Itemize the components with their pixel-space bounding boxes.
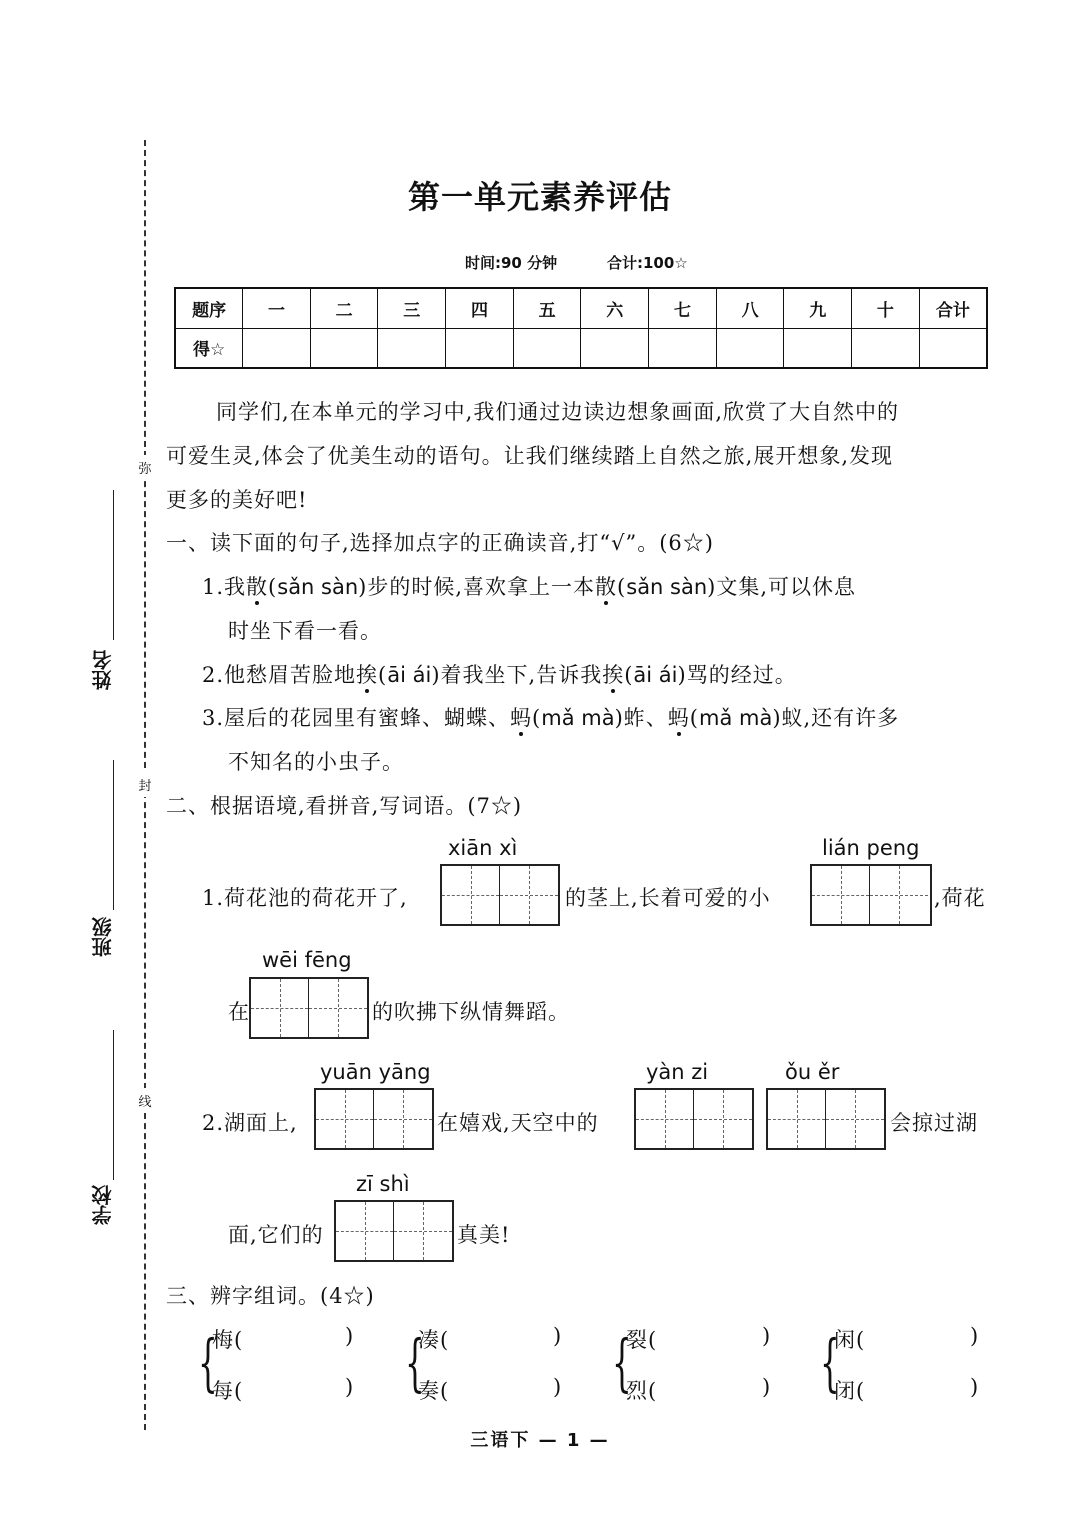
q2-s2-part-a: 2.湖面上, bbox=[202, 1111, 298, 1135]
score-cell[interactable] bbox=[649, 328, 717, 368]
pinyin-lianpeng: lián peng bbox=[822, 836, 920, 860]
page-title: 第一单元素养评估 bbox=[407, 178, 672, 216]
char-pair-top: 裂( bbox=[626, 1328, 658, 1352]
pinyin-option[interactable]: āi ái bbox=[387, 663, 432, 687]
writing-grid-yuanyang[interactable] bbox=[314, 1088, 434, 1150]
char-pair-top: 梅( bbox=[212, 1328, 244, 1352]
pinyin-xianxi: xiān xì bbox=[448, 836, 518, 860]
char-pair-bottom: 烈( bbox=[626, 1379, 658, 1403]
dotted-char: 挨 bbox=[356, 663, 379, 687]
score-row-label: 得☆ bbox=[175, 328, 243, 368]
q1-title: 一、读下面的句子,选择加点字的正确读音,打“√”。(6☆) bbox=[166, 531, 714, 555]
writing-grid-ouer[interactable] bbox=[766, 1088, 886, 1150]
header-cell: 五 bbox=[513, 288, 581, 328]
q2-s1-part-d: 在 bbox=[228, 1000, 250, 1024]
header-cell: 八 bbox=[716, 288, 784, 328]
score-table-header bbox=[175, 288, 987, 328]
q2-s2-part-e: 真美! bbox=[457, 1223, 511, 1247]
pinyin-option[interactable]: āi ái bbox=[633, 663, 678, 687]
header-cell: 七 bbox=[649, 288, 717, 328]
q1-sentence-1-cont: 时坐下看一看。 bbox=[228, 619, 382, 643]
pinyin-option[interactable]: sǎn sàn bbox=[626, 575, 708, 599]
close-paren: ) bbox=[345, 1324, 355, 1348]
q2-title: 二、根据语境,看拼音,写词语。(7☆) bbox=[166, 794, 523, 818]
close-paren: ) bbox=[345, 1375, 355, 1399]
char-pair-bottom: 闭( bbox=[834, 1379, 866, 1403]
seal-mark-xian: 线 bbox=[137, 1088, 153, 1113]
q2-s1-part-a: 1.荷花池的荷花开了, bbox=[202, 886, 408, 910]
writing-grid-lianpeng[interactable] bbox=[810, 864, 932, 926]
q2-s1-part-e: 的吹拂下纵情舞蹈。 bbox=[372, 1000, 570, 1024]
close-paren: ) bbox=[970, 1375, 980, 1399]
q1-sentence-1: 1.我散(sǎn sàn)步的时候,喜欢拿上一本散(sǎn sàn)文集,可以休息 bbox=[202, 575, 857, 599]
pinyin-yuanyang: yuān yāng bbox=[320, 1060, 431, 1084]
header-cell: 四 bbox=[446, 288, 514, 328]
header-cell: 六 bbox=[581, 288, 649, 328]
header-cell: 题序 bbox=[175, 288, 243, 328]
score-cell[interactable] bbox=[446, 328, 514, 368]
brace-icon: { bbox=[820, 1326, 840, 1399]
q2-s1-part-c: ,荷花 bbox=[934, 886, 986, 910]
dotted-char: 散 bbox=[595, 575, 618, 599]
score-cell[interactable] bbox=[716, 328, 784, 368]
score-cell[interactable] bbox=[919, 328, 987, 368]
class-field[interactable] bbox=[113, 760, 114, 910]
score-table bbox=[174, 287, 988, 369]
char-pair-bottom: 每( bbox=[212, 1379, 244, 1403]
brace-icon: { bbox=[198, 1326, 218, 1399]
q1-sentence-3-cont: 不知名的小虫子。 bbox=[228, 750, 404, 774]
close-paren: ) bbox=[553, 1324, 563, 1348]
close-paren: ) bbox=[970, 1324, 980, 1348]
q2-s2-part-d: 面,它们的 bbox=[228, 1223, 324, 1247]
score-cell[interactable] bbox=[310, 328, 378, 368]
score-cell[interactable] bbox=[581, 328, 649, 368]
pinyin-ouer: ǒu ěr bbox=[785, 1060, 840, 1084]
header-cell: 九 bbox=[784, 288, 852, 328]
page-footer: 三语下 — 1 — bbox=[470, 1430, 610, 1451]
close-paren: ) bbox=[762, 1324, 772, 1348]
writing-grid-weifeng[interactable] bbox=[249, 977, 369, 1039]
pinyin-option[interactable]: mǎ mà bbox=[541, 706, 615, 730]
class-label: 班级 bbox=[91, 917, 115, 957]
dotted-char: 蚂 bbox=[667, 706, 690, 730]
school-field[interactable] bbox=[113, 1030, 114, 1180]
char-pair-top: 闲( bbox=[834, 1328, 866, 1352]
pinyin-zishi: zī shì bbox=[356, 1172, 410, 1196]
q2-s2-part-c: 会掠过湖 bbox=[890, 1111, 978, 1135]
intro-line: 更多的美好吧! bbox=[166, 488, 308, 512]
intro-line: 同学们,在本单元的学习中,我们通过边读边想象画面,欣赏了大自然中的 bbox=[216, 400, 900, 424]
q1-sentence-2: 2.他愁眉苦脸地挨(āi ái)着我坐下,告诉我挨(āi ái)骂的经过。 bbox=[202, 663, 797, 687]
writing-grid-zishi[interactable] bbox=[334, 1200, 454, 1262]
seal-mark-feng: 封 bbox=[137, 772, 153, 797]
school-label: 学校 bbox=[91, 1185, 115, 1225]
name-field[interactable] bbox=[113, 490, 114, 640]
time-limit: 时间:90 分钟 bbox=[465, 254, 558, 272]
close-paren: ) bbox=[762, 1375, 772, 1399]
q1-sentence-3: 3.屋后的花园里有蜜蜂、蝴蝶、蚂(mǎ mà)蚱、蚂(mǎ mà)蚁,还有许多 bbox=[202, 706, 900, 730]
q2-s2-part-b: 在嬉戏,天空中的 bbox=[437, 1111, 599, 1135]
char-pair-top: 凑( bbox=[418, 1328, 450, 1352]
dotted-char: 散 bbox=[246, 575, 269, 599]
writing-grid-xianxi[interactable] bbox=[440, 864, 560, 926]
char-pair-bottom: 奏( bbox=[418, 1379, 450, 1403]
name-label: 姓名 bbox=[91, 650, 115, 690]
intro-line: 可爱生灵,体会了优美生动的语句。让我们继续踏上自然之旅,展开想象,发现 bbox=[166, 444, 894, 468]
dotted-char: 蚂 bbox=[510, 706, 533, 730]
brace-icon: { bbox=[405, 1326, 425, 1399]
brace-icon: { bbox=[612, 1326, 632, 1399]
dotted-char: 挨 bbox=[602, 663, 625, 687]
score-cell[interactable] bbox=[513, 328, 581, 368]
score-cell[interactable] bbox=[784, 328, 852, 368]
header-cell: 二 bbox=[310, 288, 378, 328]
header-cell: 三 bbox=[378, 288, 446, 328]
score-cell[interactable] bbox=[243, 328, 311, 368]
pinyin-option[interactable]: sǎn sàn bbox=[277, 575, 359, 599]
pinyin-weifeng: wēi fēng bbox=[262, 948, 352, 972]
pinyin-yanzi: yàn zi bbox=[646, 1060, 709, 1084]
header-cell: 十 bbox=[852, 288, 920, 328]
writing-grid-yanzi[interactable] bbox=[634, 1088, 754, 1150]
close-paren: ) bbox=[553, 1375, 563, 1399]
q2-s1-part-b: 的茎上,长着可爱的小 bbox=[565, 886, 771, 910]
score-cell[interactable] bbox=[852, 328, 920, 368]
pinyin-option[interactable]: mǎ mà bbox=[698, 706, 773, 730]
seal-mark-mi: 弥 bbox=[137, 455, 153, 480]
score-cell[interactable] bbox=[378, 328, 446, 368]
score-row bbox=[175, 328, 987, 368]
q3-title: 三、辨字组词。(4☆) bbox=[166, 1284, 375, 1308]
header-cell: 一 bbox=[243, 288, 311, 328]
total-score: 合计:100☆ bbox=[607, 254, 688, 272]
header-cell: 合计 bbox=[919, 288, 987, 328]
